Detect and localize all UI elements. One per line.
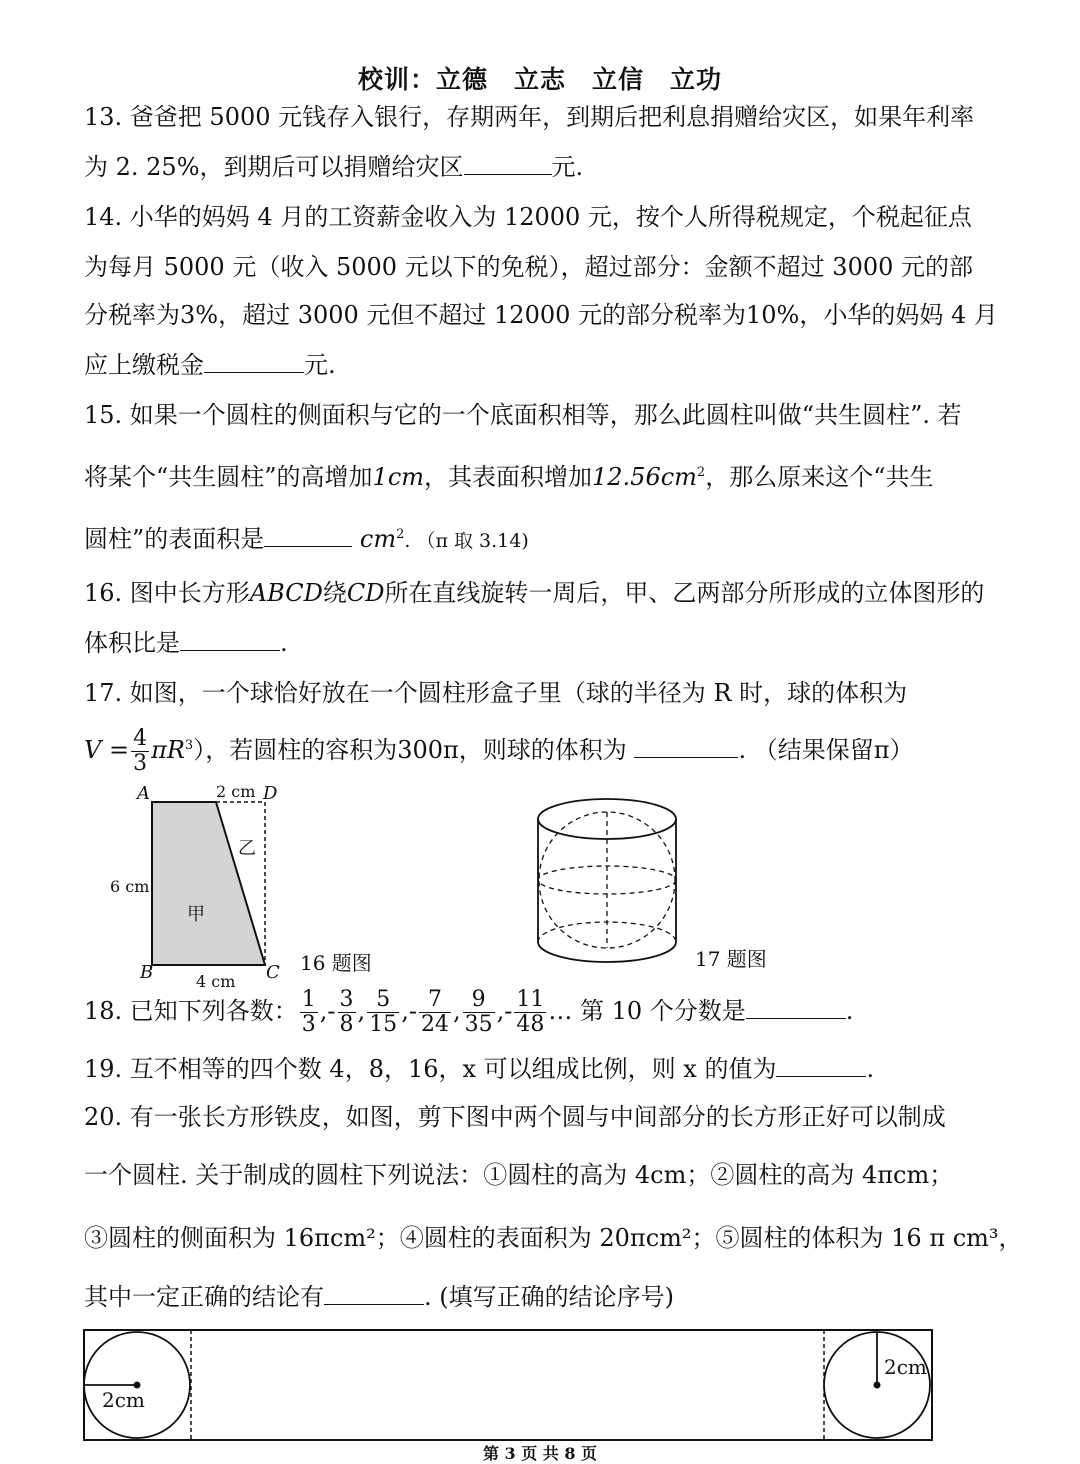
q20-line2: 一个圆柱. 关于制成的圆柱下列说法：①圆柱的高为 4cm；②圆柱的高为 4πcm；	[84, 1161, 954, 1189]
q16-line1: 16. 图中长方形ABCD绕CD所在直线旋转一周后，甲、乙两部分所形成的立体图形的	[84, 579, 985, 607]
q13-unit: 元.	[551, 153, 584, 181]
q20-line3: ③圆柱的侧面积为 16πcm²；④圆柱的表面积为 20πcm²；⑤圆柱的体积为 16 π cm³，	[84, 1224, 1023, 1252]
side-length-label: 6 cm	[110, 877, 150, 896]
fraction: $\frac{11}{48}$	[516, 987, 545, 1037]
q14-text: 应上缴税金	[84, 351, 204, 379]
answer-blank[interactable]	[264, 524, 352, 547]
q14-line1: 14. 小华的妈妈 4 月的工资薪金收入为 12000 元，按个人所得税规定，个税起征点	[84, 203, 972, 231]
right-radius-label: 2cm	[884, 1355, 927, 1379]
region-jia-label: 甲	[187, 904, 205, 925]
fraction: $\frac{5}{15}$	[369, 987, 398, 1037]
answer-blank[interactable]	[324, 1282, 424, 1305]
answer-blank[interactable]	[180, 628, 280, 651]
vertex-c-label: C	[266, 962, 280, 983]
bottom-length-label: 4 cm	[196, 972, 236, 991]
q13-line1: 13. 爸爸把 5000 元钱存入银行，存期两年，到期后把利息捐赠给灾区，如果年利率	[84, 103, 975, 131]
page-footer: 第 3 页 共 8 页	[482, 1444, 598, 1463]
vertex-d-label: D	[263, 783, 278, 804]
q19-line: 19. 互不相等的四个数 4，8，16，x 可以组成比例，则 x 的值为 .	[84, 1055, 875, 1083]
q13-text: 为 2. 25%，到期后可以捐赠给灾区	[84, 153, 464, 181]
answer-blank[interactable]	[204, 350, 304, 373]
q14-line2: 为每月 5000 元（收入 5000 元以下的免税），超过部分：金额不超过 3000 元的部	[84, 253, 974, 281]
q14-line4	[84, 350, 336, 380]
figure-17-caption: 17 题图	[695, 947, 767, 971]
fraction: $\frac{9}{35}$	[464, 987, 493, 1037]
q17-line1: 17. 如图，一个球恰好放在一个圆柱形盒子里（球的半径为 R 时，球的体积为	[84, 679, 908, 707]
q15-line1: 15. 如果一个圆柱的侧面积与它的一个底面积相等，那么此圆柱叫做“共生圆柱”. 若	[84, 401, 962, 429]
answer-blank[interactable]	[776, 1054, 866, 1077]
figure-16-caption: 16 题图	[300, 951, 372, 975]
fraction: $\frac{3}{8}$	[339, 987, 354, 1037]
fraction: $\frac{1}{3}$	[301, 987, 316, 1037]
left-radius-label: 2cm	[102, 1388, 145, 1412]
vertex-b-label: B	[140, 962, 154, 983]
q14-unit: 元.	[304, 351, 336, 379]
answer-blank[interactable]	[746, 996, 846, 1019]
page-header: 校训：立德 立志 立信 立功	[357, 65, 722, 94]
q20-line4: 其中一定正确的结论有 . (填写正确的结论序号)	[84, 1283, 674, 1311]
fraction: $\frac{7}{24}$	[420, 987, 449, 1037]
q15-line2: 将某个“共生圆柱”的高增加1cm，其表面积增加$12.56cm^2$，那么原来这个“共生	[84, 463, 934, 491]
q16-line2: 体积比是 .	[84, 629, 288, 657]
vertex-a-label: A	[137, 783, 150, 804]
q18-line: 18. 已知下列各数： $\frac{1}{3}$ ,- $\frac{3}{8}$ , $\frac{5}{15}$ ,- $\frac{7}{24}$ , $\frac{9}{35}$ ,- $\frac{11}{48}$ … 第 10 个分数是 .	[84, 987, 854, 1037]
q20-line1: 20. 有一张长方形铁皮，如图，剪下图中两个圆与中间部分的长方形正好可以制成	[84, 1103, 946, 1131]
figure-20-sheet	[80, 1326, 940, 1444]
q15-line3: 圆柱”的表面积是 $cm^2$. （π 取 3.14)	[84, 525, 529, 553]
q14-line3: 分税率为3%，超过 3000 元但不超过 12000 元的部分税率为10%，小华的妈妈 4 月	[84, 301, 998, 329]
q13-line2	[84, 152, 583, 182]
answer-blank[interactable]	[634, 735, 738, 758]
region-yi-label: 乙	[238, 838, 256, 859]
q17-line2: V = $\frac{4}{3}$ $\pi R^3$），若圆柱的容积为300π，则球的体积为 . （结果保留π）	[84, 726, 914, 776]
figure-17-cylinder-sphere	[520, 790, 700, 980]
fraction-sequence: $\frac{1}{3}$ ,- $\frac{3}{8}$ , $\frac{5}{15}$ ,- $\frac{7}{24}$ , $\frac{9}{35}$ ,- $\frac{11}{48}$	[301, 987, 545, 1037]
answer-blank[interactable]	[464, 152, 552, 175]
top-length-label: 2 cm	[216, 782, 256, 801]
